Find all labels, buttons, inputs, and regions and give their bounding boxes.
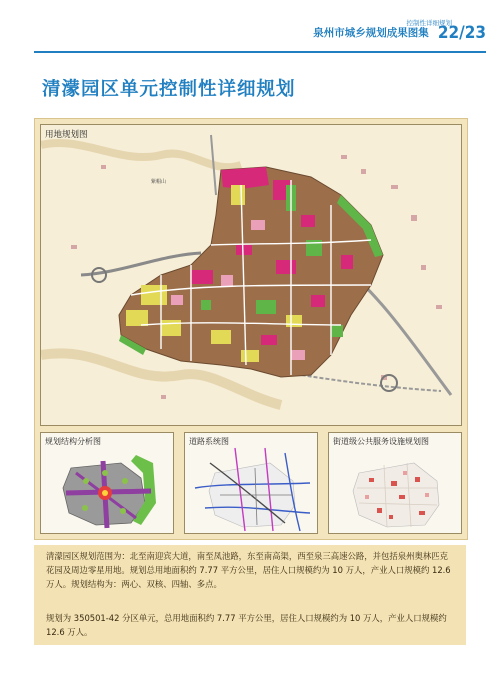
service-map-label: 街道级公共服务设施规划图 xyxy=(333,437,429,446)
land-use-map-label: 用地规划图 xyxy=(45,130,88,140)
page-number: 22/23 xyxy=(437,22,486,43)
road-map-graphic xyxy=(185,433,317,533)
header-right xyxy=(313,22,486,43)
description-paragraph-2: 规划为 350501-42 分区单元，总用地面积约 7.77 平方公里，居住人口规模约为 10 万人，产业人口规模约 12.6 万人。 xyxy=(46,613,447,637)
structure-map-graphic xyxy=(41,433,173,533)
land-use-map xyxy=(40,124,462,426)
road-system-map xyxy=(184,432,318,534)
land-use-map-graphic xyxy=(41,125,461,425)
description-paragraph-1: 清濛园区规划范围为：北至南迎宾大道，南至凤池路，东至南高渠，西至泉三高速公路，并包括泉州奥林匹克花园及周边零星用地。规划总用地面积约 7.77 平方公里，居住人口规模约为 10 万人，产业人口规模约 12.6 万人。规划结构为：两心、双核、四轴、多点。 xyxy=(46,551,451,589)
place-label: 紫帽山 xyxy=(151,179,167,185)
public-service-map xyxy=(328,432,462,534)
page-header xyxy=(0,0,500,58)
structure-analysis-map xyxy=(40,432,174,534)
page-title: 清濛园区单元控制性详细规划 xyxy=(42,79,296,100)
header-rule xyxy=(34,51,486,53)
series-title: 泉州市城乡规划成果图集 xyxy=(313,27,429,39)
description-panel xyxy=(34,545,466,645)
header-subtitle: 控制性详细规划 xyxy=(406,19,452,27)
structure-map-label: 规划结构分析图 xyxy=(45,437,101,446)
road-map-label: 道路系统图 xyxy=(189,437,229,446)
service-map-graphic xyxy=(329,433,461,533)
